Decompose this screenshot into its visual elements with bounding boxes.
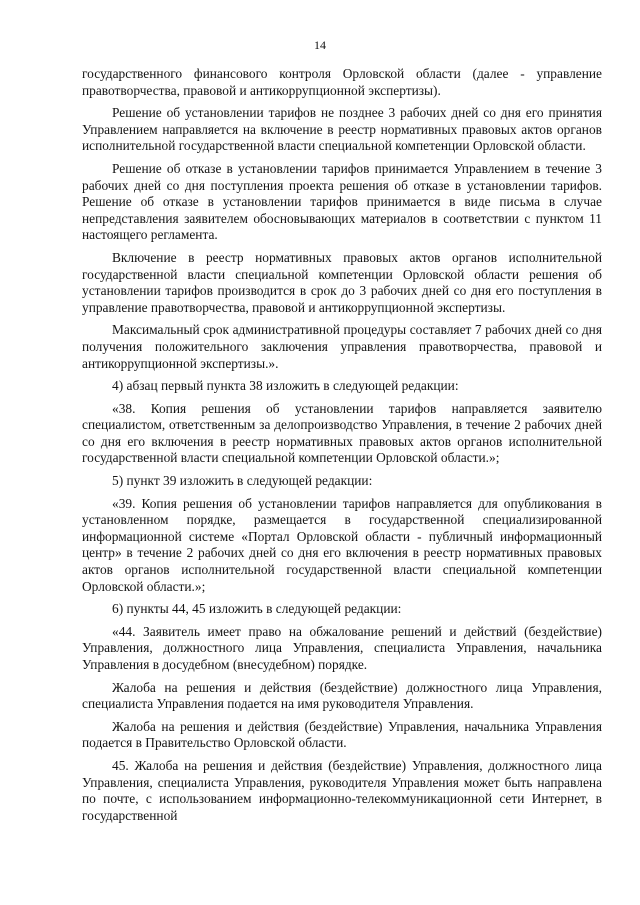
paragraph: Максимальный срок административной процедуры составляет 7 рабочих дней со дня получения положительного заключения управления правотворчества, правовой и антикоррупционной экспертизы.». (82, 322, 602, 371)
page-number: 14 (314, 38, 326, 52)
paragraph: «39. Копия решения об установлении тарифов направляется для опубликования в установленном порядке, размещается в государственной специализированной информационной системе «Портал Орловской области - публичный информационный центр» в течение 2 рабочих дней со дня его включения в реестр нормативных правовых актов органов исполнительной государственной власти специальной компетенции Орловской области.»; (82, 495, 602, 594)
document-body (82, 66, 602, 830)
paragraph: Жалоба на решения и действия (бездействие) Управления, начальника Управления подается в Правительство Орловской области. (82, 718, 602, 751)
paragraph: 6) пункты 44, 45 изложить в следующей редакции: (112, 601, 402, 617)
paragraph: Жалоба на решения и действия (бездействие) должностного лица Управления, специалиста Управления подается на имя руководителя Управления. (82, 679, 602, 712)
paragraph: Решение об отказе в установлении тарифов принимается Управлением в течение 3 рабочих дней со дня поступления проекта решения об отказе в установлении тарифов. Решение об отказе в установлении тарифов принимается в виде письма в случае непредставления заявителем обосновывающих материалов в соответствии с пунктом 11 настоящего регламента. (82, 160, 602, 243)
paragraph: 4) абзац первый пункта 38 изложить в следующей редакции: (112, 378, 459, 394)
paragraph: 45. Жалоба на решения и действия (бездействие) Управления, должностного лица Управления, специалиста Управления, руководителя Управления может быть направлена по почте, с использованием информационно-телекоммуникационной сети Интернет, в государственной (82, 757, 602, 823)
paragraph: государственного финансового контроля Орловской области (далее - управление правотворчества, правовой и антикоррупционной экспертизы). (82, 66, 602, 98)
paragraph: Включение в реестр нормативных правовых актов органов исполнительной государственной власти специальной компетенции Орловской области решения об установлении тарифов производится в срок до 3 рабочих дней со дня его поступления в управление правотворчества, правовой и антикоррупционной экспертизы. (82, 249, 602, 315)
paragraph: 5) пункт 39 изложить в следующей редакции: (112, 473, 373, 489)
paragraph: «44. Заявитель имеет право на обжалование решений и действий (бездействие) Управления, должностного лица Управления, специалиста Управления, начальника Управления в досудебном (внесудебном) порядке. (82, 623, 602, 672)
paragraph: Решение об установлении тарифов не позднее 3 рабочих дней со дня его принятия Управлением направляется на включение в реестр нормативных правовых актов органов исполнительной государственной власти специальной компетенции Орловской области. (82, 105, 602, 154)
paragraph: «38. Копия решения об установлении тарифов направляется заявителю специалистом, ответственным за делопроизводство Управления, в течение 2 рабочих дней со дня его включения в реестр нормативных правовых актов органов исполнительной государственной власти специальной компетенции Орловской области.»; (82, 400, 602, 466)
